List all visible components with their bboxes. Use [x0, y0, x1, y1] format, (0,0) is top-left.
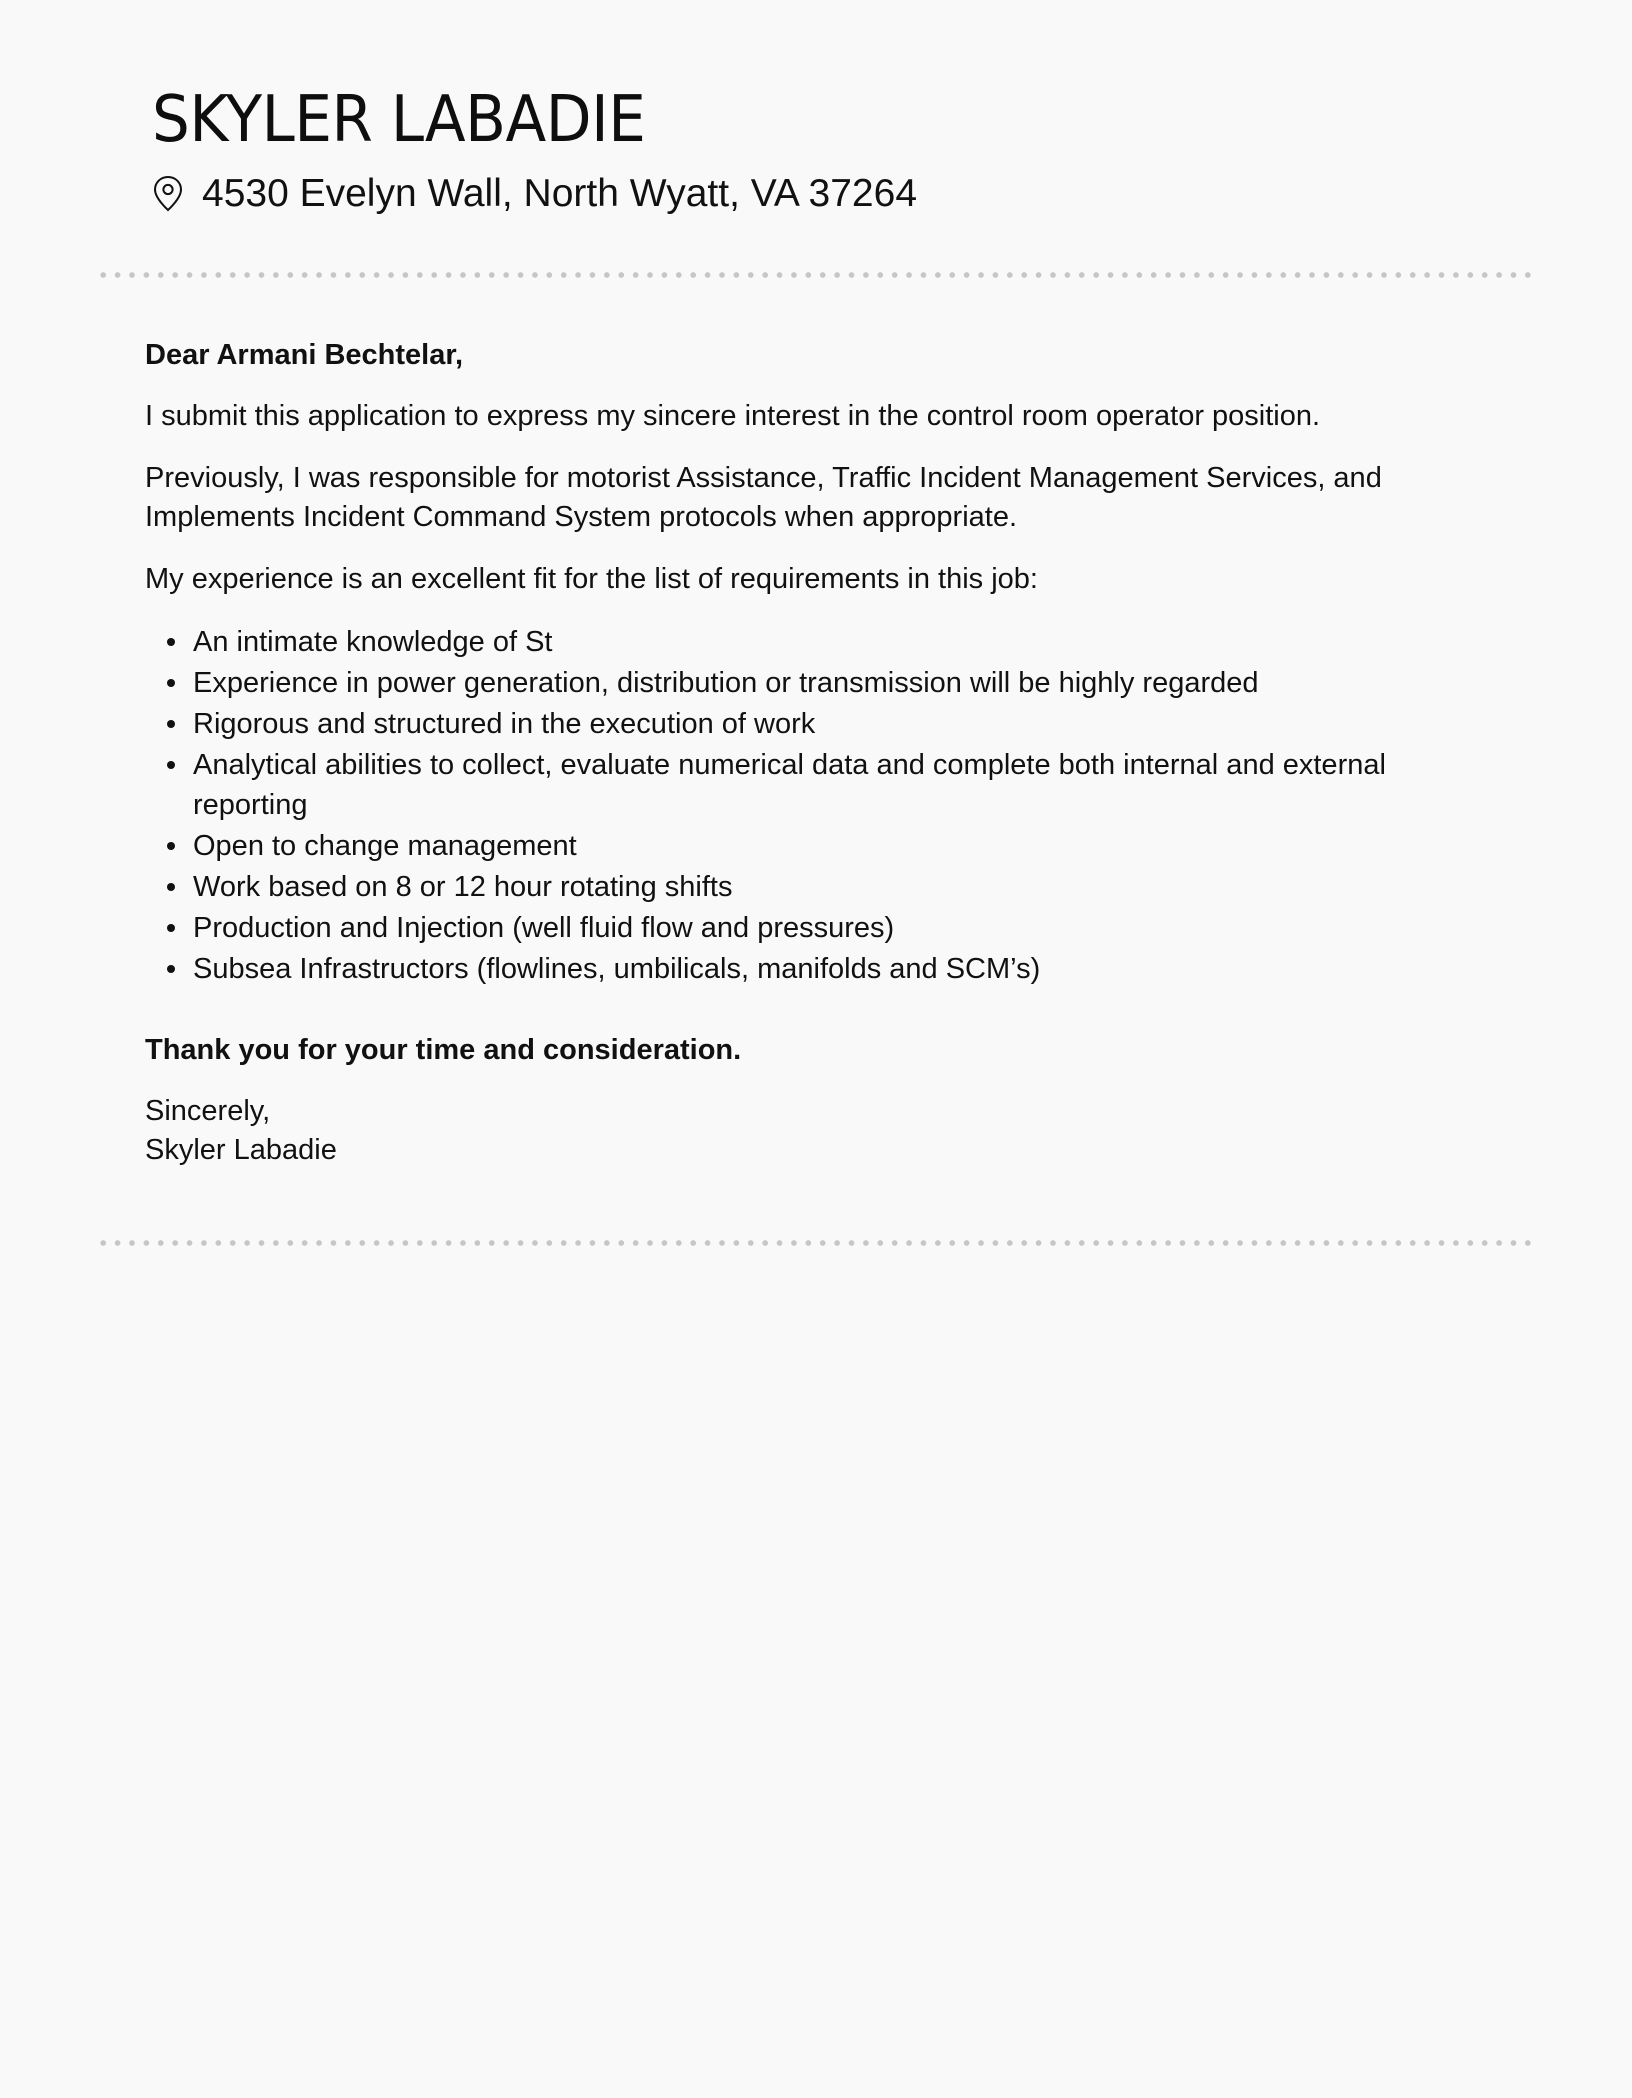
requirements-list: [145, 622, 1495, 989]
address-row: [152, 168, 1452, 220]
requirement-item: [145, 704, 1495, 744]
closing-line: Thank you for your time and consideration.: [145, 1034, 742, 1066]
applicant-name: SKYLER LABADIE: [152, 83, 646, 157]
bullet-icon: [167, 761, 175, 769]
requirement-text: Rigorous and structured in the execution of work: [193, 708, 816, 740]
requirement-item: [145, 949, 1495, 989]
requirement-text: An intimate knowledge of St: [193, 626, 553, 658]
bullet-icon: [167, 842, 175, 850]
signature-name: Skyler Labadie: [145, 1134, 337, 1166]
letter-header: [152, 78, 1452, 220]
requirement-text: Work based on 8 or 12 hour rotating shifts: [193, 871, 733, 903]
fit-statement: My experience is an excellent fit for the list of requirements in this job:: [145, 563, 1038, 595]
top-dotted-divider: [96, 272, 1536, 278]
letter-body: [145, 336, 1495, 1170]
requirement-item: [145, 908, 1495, 948]
salutation: Dear Armani Bechtelar,: [145, 339, 464, 371]
bullet-icon: [167, 965, 175, 973]
requirement-text: Production and Injection (well fluid flow and pressures): [193, 912, 895, 944]
requirement-item: [145, 622, 1495, 662]
requirement-text: Open to change management: [193, 830, 577, 862]
experience-paragraph: Previously, I was responsible for motorist Assistance, Traffic Incident Management Services, and Implements Incident Command System protocols when appropriate.: [145, 462, 1382, 533]
requirement-text: Experience in power generation, distribution or transmission will be highly regarded: [193, 667, 1259, 699]
bullet-icon: [167, 638, 175, 646]
requirement-item: [145, 867, 1495, 907]
bullet-icon: [167, 679, 175, 687]
bullet-icon: [167, 720, 175, 728]
intro-paragraph: I submit this application to express my sincere interest in the control room operator position.: [145, 400, 1321, 432]
bullet-icon: [167, 883, 175, 891]
signoff: Sincerely,: [145, 1095, 271, 1127]
map-pin-icon: [152, 175, 184, 213]
requirement-text: Analytical abilities to collect, evaluate numerical data and complete both internal and external reporting: [193, 749, 1386, 821]
requirement-item: [145, 826, 1495, 866]
requirement-text: Subsea Infrastructors (flowlines, umbilicals, manifolds and SCM’s): [193, 953, 1041, 985]
applicant-address: 4530 Evelyn Wall, North Wyatt, VA 37264: [202, 172, 918, 215]
requirement-item: [145, 745, 1495, 825]
bullet-icon: [167, 924, 175, 932]
requirement-item: [145, 663, 1495, 703]
bottom-dotted-divider: [96, 1240, 1536, 1246]
